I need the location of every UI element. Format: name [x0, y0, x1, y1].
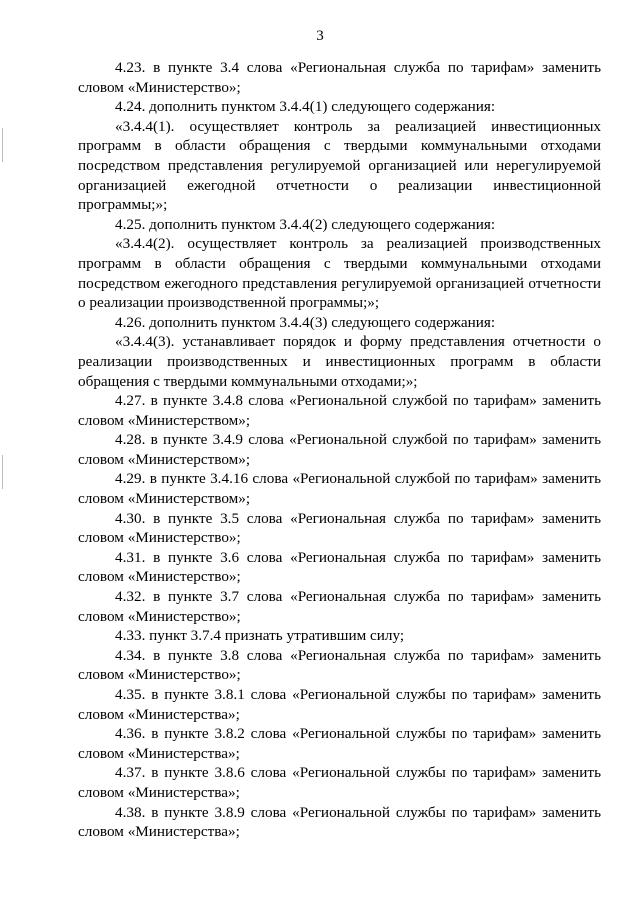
paragraph: 4.33. пункт 3.7.4 признать утратившим силу;	[115, 627, 405, 645]
paragraph: «3.4.4(1). осуществляет контроль за реализацией инвестиционных программ в области обращения с твердыми коммунальными отходами посредством представления регулируемой организацией или нерегулируемой организацией ежегодной отчетности о реализации инвестиционной программы;»;	[78, 117, 601, 214]
scan-edge-mark-top	[2, 128, 3, 162]
paragraph: 4.35. в пункте 3.8.1 слова «Региональной службы по тарифам» заменить словом «Министерства»;	[78, 686, 601, 723]
paragraph: «3.4.4(2). осуществляет контроль за реализацией производственных программ в области обращения с твердыми коммунальными отходами посредством ежегодного представления регулируемой организацией отчетности о реализации производственной программы;»;	[78, 235, 601, 312]
paragraph: 4.25. дополнить пунктом 3.4.4(2) следующего содержания:	[115, 215, 496, 233]
paragraph: 4.30. в пункте 3.5 слова «Региональная служба по тарифам» заменить словом «Министерство»;	[78, 509, 601, 547]
paragraph: 4.26. дополнить пунктом 3.4.4(3) следующего содержания:	[115, 313, 496, 331]
page-number: 3	[316, 28, 324, 44]
paragraph: 4.24. дополнить пунктом 3.4.4(1) следующего содержания:	[115, 98, 496, 116]
paragraph: 4.34. в пункте 3.8 слова «Региональная служба по тарифам» заменить словом «Министерство»;	[78, 646, 601, 684]
paragraph: 4.28. в пункте 3.4.9 слова «Региональной службой по тарифам» заменить словом «Министерством»;	[78, 431, 601, 468]
paragraph: 4.32. в пункте 3.7 слова «Региональная служба по тарифам» заменить словом «Министерство»;	[78, 588, 601, 625]
paragraph: «3.4.4(3). устанавливает порядок и форму представления отчетности о реализации производственных и инвестиционных программ в области обращения с твердыми коммунальными отходами;»;	[78, 333, 601, 390]
paragraph: 4.27. в пункте 3.4.8 слова «Региональной службой по тарифам» заменить словом «Министерством»;	[78, 392, 601, 429]
paragraph: 4.29. в пункте 3.4.16 слова «Региональной службой по тарифам» заменить словом «Министерством»;	[78, 470, 601, 508]
document-body	[78, 58, 601, 842]
scan-edge-mark-bottom	[2, 455, 3, 489]
paragraph: 4.38. в пункте 3.8.9 слова «Региональной службы по тарифам» заменить словом «Министерства»;	[78, 803, 601, 841]
paragraph: 4.36. в пункте 3.8.2 слова «Региональной службы по тарифам» заменить словом «Министерства»;	[78, 725, 601, 762]
paragraph: 4.31. в пункте 3.6 слова «Региональная служба по тарифам» заменить словом «Министерство»;	[78, 548, 601, 586]
paragraph: 4.23. в пункте 3.4 слова «Региональная служба по тарифам» заменить словом «Министерство»;	[78, 59, 601, 96]
paragraph: 4.37. в пункте 3.8.6 слова «Региональной службы по тарифам» заменить словом «Министерства»;	[78, 764, 601, 801]
